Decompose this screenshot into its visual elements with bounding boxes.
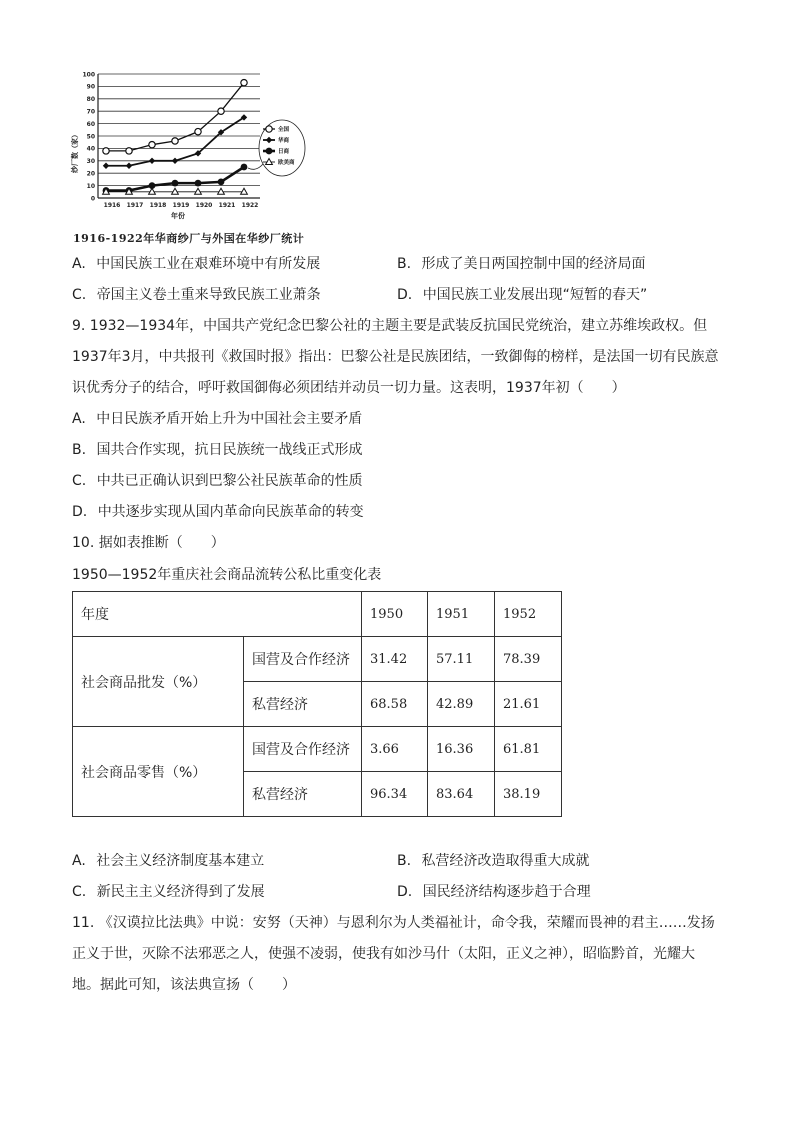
q10-stem: 10. 据如表推断（ ）	[72, 535, 225, 551]
table-cell: 57.11	[428, 637, 495, 682]
q9-option-b[interactable]	[72, 440, 363, 460]
chart-y-axis-label: 纱厂数（家）	[71, 131, 79, 173]
table-type-cell: 私营经济	[244, 772, 362, 817]
table-type-cell: 国营及合作经济	[244, 637, 362, 682]
chart-caption: 1916-1922年华商纱厂与外国在华纱厂统计	[73, 232, 305, 245]
chart-x-tick-label: 1920	[195, 202, 213, 209]
option-text: 帝国主义卷土重来导致民族工业萧条	[96, 287, 321, 303]
chart-point	[195, 188, 202, 194]
chart-point	[241, 164, 248, 171]
table-cell: 31.42	[362, 637, 428, 682]
table-type-cell: 私营经济	[244, 682, 362, 727]
chart-point	[172, 180, 179, 187]
cotton-mill-line-chart	[60, 64, 310, 224]
table-cell: 68.58	[362, 682, 428, 727]
table-cell: 83.64	[428, 772, 495, 817]
chart-point	[218, 178, 225, 185]
chart-point	[172, 138, 178, 144]
option-text: 中国民族工业在艰难环境中有所发展	[96, 256, 321, 272]
chart-x-tick-labels	[104, 202, 259, 209]
option-label: A.	[72, 853, 86, 869]
chart-point	[172, 188, 179, 194]
chart-x-tick-label: 1918	[149, 202, 167, 209]
option-label: C.	[72, 287, 87, 303]
option-text: 中国民族工业发展出现“短暂的春天”	[422, 287, 648, 303]
chart-legend-label: 欧美商	[278, 160, 295, 167]
q10-option-a[interactable]	[72, 851, 264, 871]
option-text: 私营经济改造取得重大成就	[421, 853, 590, 869]
chart-y-tick-label: 10	[86, 182, 95, 190]
table-cell: 38.19	[495, 772, 562, 817]
option-label: C.	[72, 884, 87, 900]
table-header-cell: 1951	[428, 592, 495, 637]
chart-point	[266, 148, 273, 155]
chart-point	[241, 188, 248, 194]
chart-y-tick-label: 70	[86, 108, 95, 116]
chart-legend-label: 华商	[278, 138, 290, 145]
option-text: 社会主义经济制度基本建立	[96, 853, 265, 869]
q10-option-d[interactable]	[397, 882, 591, 902]
q9-stem-line-3: 识优秀分子的结合，呼吁救国御侮必须团结并动员一切力量。这表明，1937年初（ ）	[72, 380, 626, 396]
table-category-cell: 社会商品批发（%）	[73, 637, 244, 727]
table-row	[73, 637, 562, 682]
table-header-cell: 1950	[362, 592, 428, 637]
table-cell: 96.34	[362, 772, 428, 817]
option-label: A.	[72, 411, 86, 427]
chart-point	[149, 141, 155, 147]
option-label: D.	[397, 287, 413, 303]
chart-point	[103, 148, 109, 154]
chart-legend-pointer	[248, 164, 263, 169]
q10-option-c[interactable]	[72, 882, 265, 902]
table-cell: 78.39	[495, 637, 562, 682]
q11-stem-line-3: 地。据此可知，该法典宣扬（ ）	[72, 977, 296, 993]
chart-x-tick-label: 1922	[241, 202, 259, 209]
chart-series-line	[106, 167, 244, 191]
table-header-cell: 年度	[73, 592, 362, 637]
chart-y-tick-label: 20	[86, 170, 95, 178]
chart-y-tick-label: 50	[86, 133, 95, 141]
option-label: B.	[72, 442, 87, 458]
chart-point	[195, 180, 202, 187]
option-label: C.	[72, 473, 87, 489]
table-header-row	[73, 592, 562, 637]
chart-x-tick-label: 1917	[126, 202, 144, 209]
chart-point	[103, 163, 109, 169]
chart-point	[149, 188, 156, 194]
chart-x-axis-label: 年份	[171, 212, 185, 220]
chart-y-tick-label: 0	[90, 195, 95, 203]
table-cell: 3.66	[362, 727, 428, 772]
table-row	[73, 727, 562, 772]
chart-series-1	[103, 79, 247, 154]
q10-table-title: 1950—1952年重庆社会商品流转公私比重变化表	[72, 567, 382, 583]
chart-y-tick-label: 80	[86, 96, 95, 104]
chart-gridlines	[98, 74, 260, 186]
chart-y-tick-label: 60	[86, 120, 95, 128]
chart-x-tick-label: 1921	[218, 202, 236, 209]
q9-option-a[interactable]	[72, 409, 362, 429]
chart-y-tick-label: 40	[86, 145, 95, 153]
q8-option-c[interactable]	[72, 285, 321, 305]
option-text: 中共逐步实现从国内革命向民族革命的转变	[97, 504, 364, 520]
option-text: 新民主主义经济得到了发展	[96, 884, 265, 900]
q8-option-a[interactable]	[72, 254, 320, 274]
q8-option-d[interactable]	[397, 285, 647, 305]
chart-point	[218, 188, 225, 194]
chart-point	[149, 158, 155, 164]
q9-stem-line-1: 9. 1932—1934年，中国共产党纪念巴黎公社的主题主要是武装反抗国民党统治，建立苏维埃政权。但	[72, 318, 708, 334]
commodity-circulation-table	[72, 591, 562, 817]
chart-legend-label: 日商	[278, 149, 290, 156]
option-text: 国民经济结构逐步趋于合理	[422, 884, 591, 900]
chart-y-tick-label: 100	[82, 71, 95, 79]
option-label: A.	[72, 256, 86, 272]
chart-point	[241, 79, 247, 85]
chart-point	[195, 128, 201, 134]
option-label: D.	[72, 504, 88, 520]
chart-series-group	[103, 79, 248, 194]
table-category-cell: 社会商品零售（%）	[73, 727, 244, 817]
option-text: 形成了美日两国控制中国的经济局面	[421, 256, 646, 272]
q9-stem-line-2: 1937年3月，中共报刊《救国时报》指出：巴黎公社是民族团结，一致御侮的榜样，是法国一切有民族意	[72, 349, 719, 365]
table-cell: 16.36	[428, 727, 495, 772]
q10-option-b[interactable]	[397, 851, 590, 871]
chart-point	[126, 148, 132, 154]
chart-point	[266, 126, 272, 132]
q11-stem-line-1: 11. 《汉谟拉比法典》中说：安努（天神）与恩利尔为人类福祉计，命令我，荣耀而畏神的君主……发扬	[72, 915, 715, 931]
chart-x-tick-label: 1916	[103, 202, 121, 209]
q9-option-d[interactable]	[72, 502, 364, 522]
chart-point	[126, 163, 132, 169]
chart-y-tick-label: 90	[86, 83, 95, 91]
option-label: B.	[397, 853, 412, 869]
chart-x-tick-label: 1919	[172, 202, 190, 209]
table-cell: 21.61	[495, 682, 562, 727]
table-header-cell: 1952	[495, 592, 562, 637]
q8-option-b[interactable]	[397, 254, 646, 274]
option-text: 中日民族矛盾开始上升为中国社会主要矛盾	[96, 411, 363, 427]
chart-point	[172, 158, 178, 164]
table-cell: 61.81	[495, 727, 562, 772]
chart-y-tick-labels	[82, 71, 95, 202]
option-text: 国共合作实现，抗日民族统一战线正式形成	[96, 442, 363, 458]
q9-option-c[interactable]	[72, 471, 363, 491]
option-label: B.	[397, 256, 412, 272]
chart-y-tick-label: 30	[86, 158, 95, 166]
table-type-cell: 国营及合作经济	[244, 727, 362, 772]
chart-legend-label: 全国	[278, 127, 290, 134]
table-cell: 42.89	[428, 682, 495, 727]
option-label: D.	[397, 884, 413, 900]
chart-point	[218, 108, 224, 114]
q11-stem-line-2: 正义于世，灭除不法邪恶之人，使强不凌弱，使我有如沙马什（太阳，正义之神），昭临黔首，光耀大	[72, 946, 695, 962]
option-text: 中共已正确认识到巴黎公社民族革命的性质	[96, 473, 363, 489]
